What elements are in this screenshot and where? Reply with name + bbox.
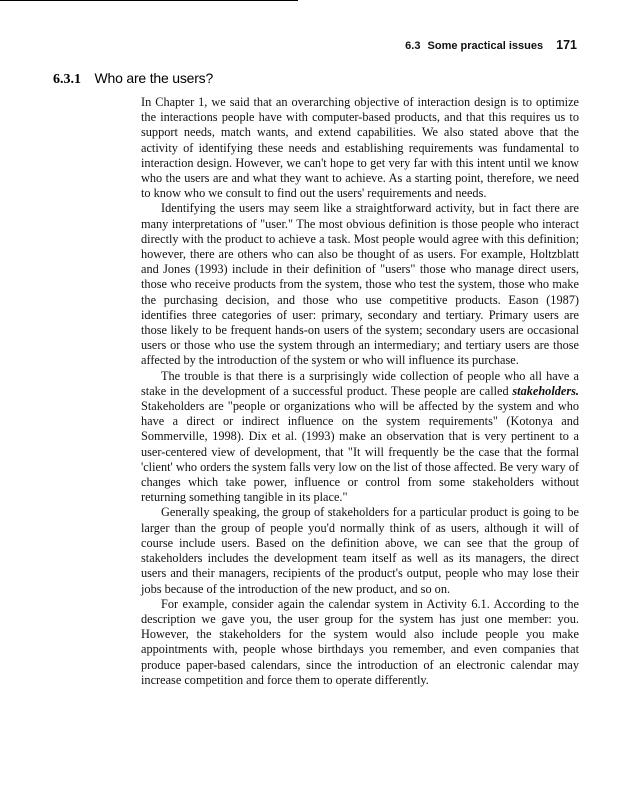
paragraph-3 (141, 369, 579, 506)
body-text (141, 95, 579, 688)
page-number: 171 (556, 38, 577, 52)
paragraph-5: For example, consider again the calendar system in Activity 6.1. According to the description we gave you, the user group for the system has just one member: you. However, the stakeholders for the system would also include people you make appointments with, people whose birthdays you remember, and even companies that produce paper-based calendars, since the introduction of an electronic calendar may increase competition and force them to operate differently. (141, 596, 579, 687)
paragraph-4: Generally speaking, the group of stakeholders for a particular product is going to be larger than the group of people you'd normally think of as users, although it will of course include users. Based on the definition above, we can see that the group of stakeholders includes the development team itself as well as its managers, the direct users and their managers, recipients of the product's output, people who may lose their jobs because of the introduction of the new product, and so on. (141, 505, 579, 596)
running-head-section-number: 6.3 (405, 40, 421, 52)
stakeholders-term: stakeholders. (512, 383, 579, 398)
running-head-section-title: Some practical issues (427, 40, 544, 52)
top-rule (0, 0, 298, 1)
section-heading-number: 6.3.1 (53, 72, 81, 87)
paragraph-2: Identifying the users may seem like a straightforward activity, but in fact there are many interpretations of "user." The most obvious definition is those people who interact directly with the product to achieve a task. Most people would agree with this definition; however, there are others who can also be thought of as users. For example, Holtzblatt and Jones (1993) include in their definition of "users" those who manage direct users, those who receive products from the system, those who test the system, those who make the purchasing decision, and those who use competitive products. Eason (1987) identifies three categories of user: primary, secondary and tertiary. Primary users are those likely to be frequent hands-on users of the system; secondary users are occasional users or those who use the system through an intermediary; and tertiary users are those affected by the introduction of the system or who will influence its purchase. (141, 201, 579, 368)
paragraph-3-before: The trouble is that there is a surprisingly wide collection of people who all have a stake in the development of a successful product. These people are called (141, 368, 579, 398)
paragraph-1: In Chapter 1, we said that an overarching objective of interaction design is to optimize the interactions people have with computer-based products, and that this requires us to support needs, match wants, and extend capabilities. We also stated above that the activity of identifying these needs and establishing requirements was fundamental to interaction design. However, we can't hope to get very far with this intent until we know who the users are and what they want to achieve. As a starting point, therefore, we need to know who we consult to find out the users' requirements and needs. (141, 95, 579, 201)
running-head (405, 38, 577, 52)
section-heading-title: Who are the users? (94, 70, 214, 86)
paragraph-3-after: Stakeholders are "people or organizations who will be affected by the system and who have a direct or indirect influence on the system requirements" (Kotonya and Sommerville, 1998). Dix et al. (1993) make an observation that is very pertinent to a user-centered view of development, that "It will frequently be the case that the formal 'client' who orders the system falls very low on the list of those affected. Be very wary of changes which take power, influence or control from some stakeholders without returning something tangible in its place." (141, 399, 579, 505)
section-heading (53, 70, 213, 88)
